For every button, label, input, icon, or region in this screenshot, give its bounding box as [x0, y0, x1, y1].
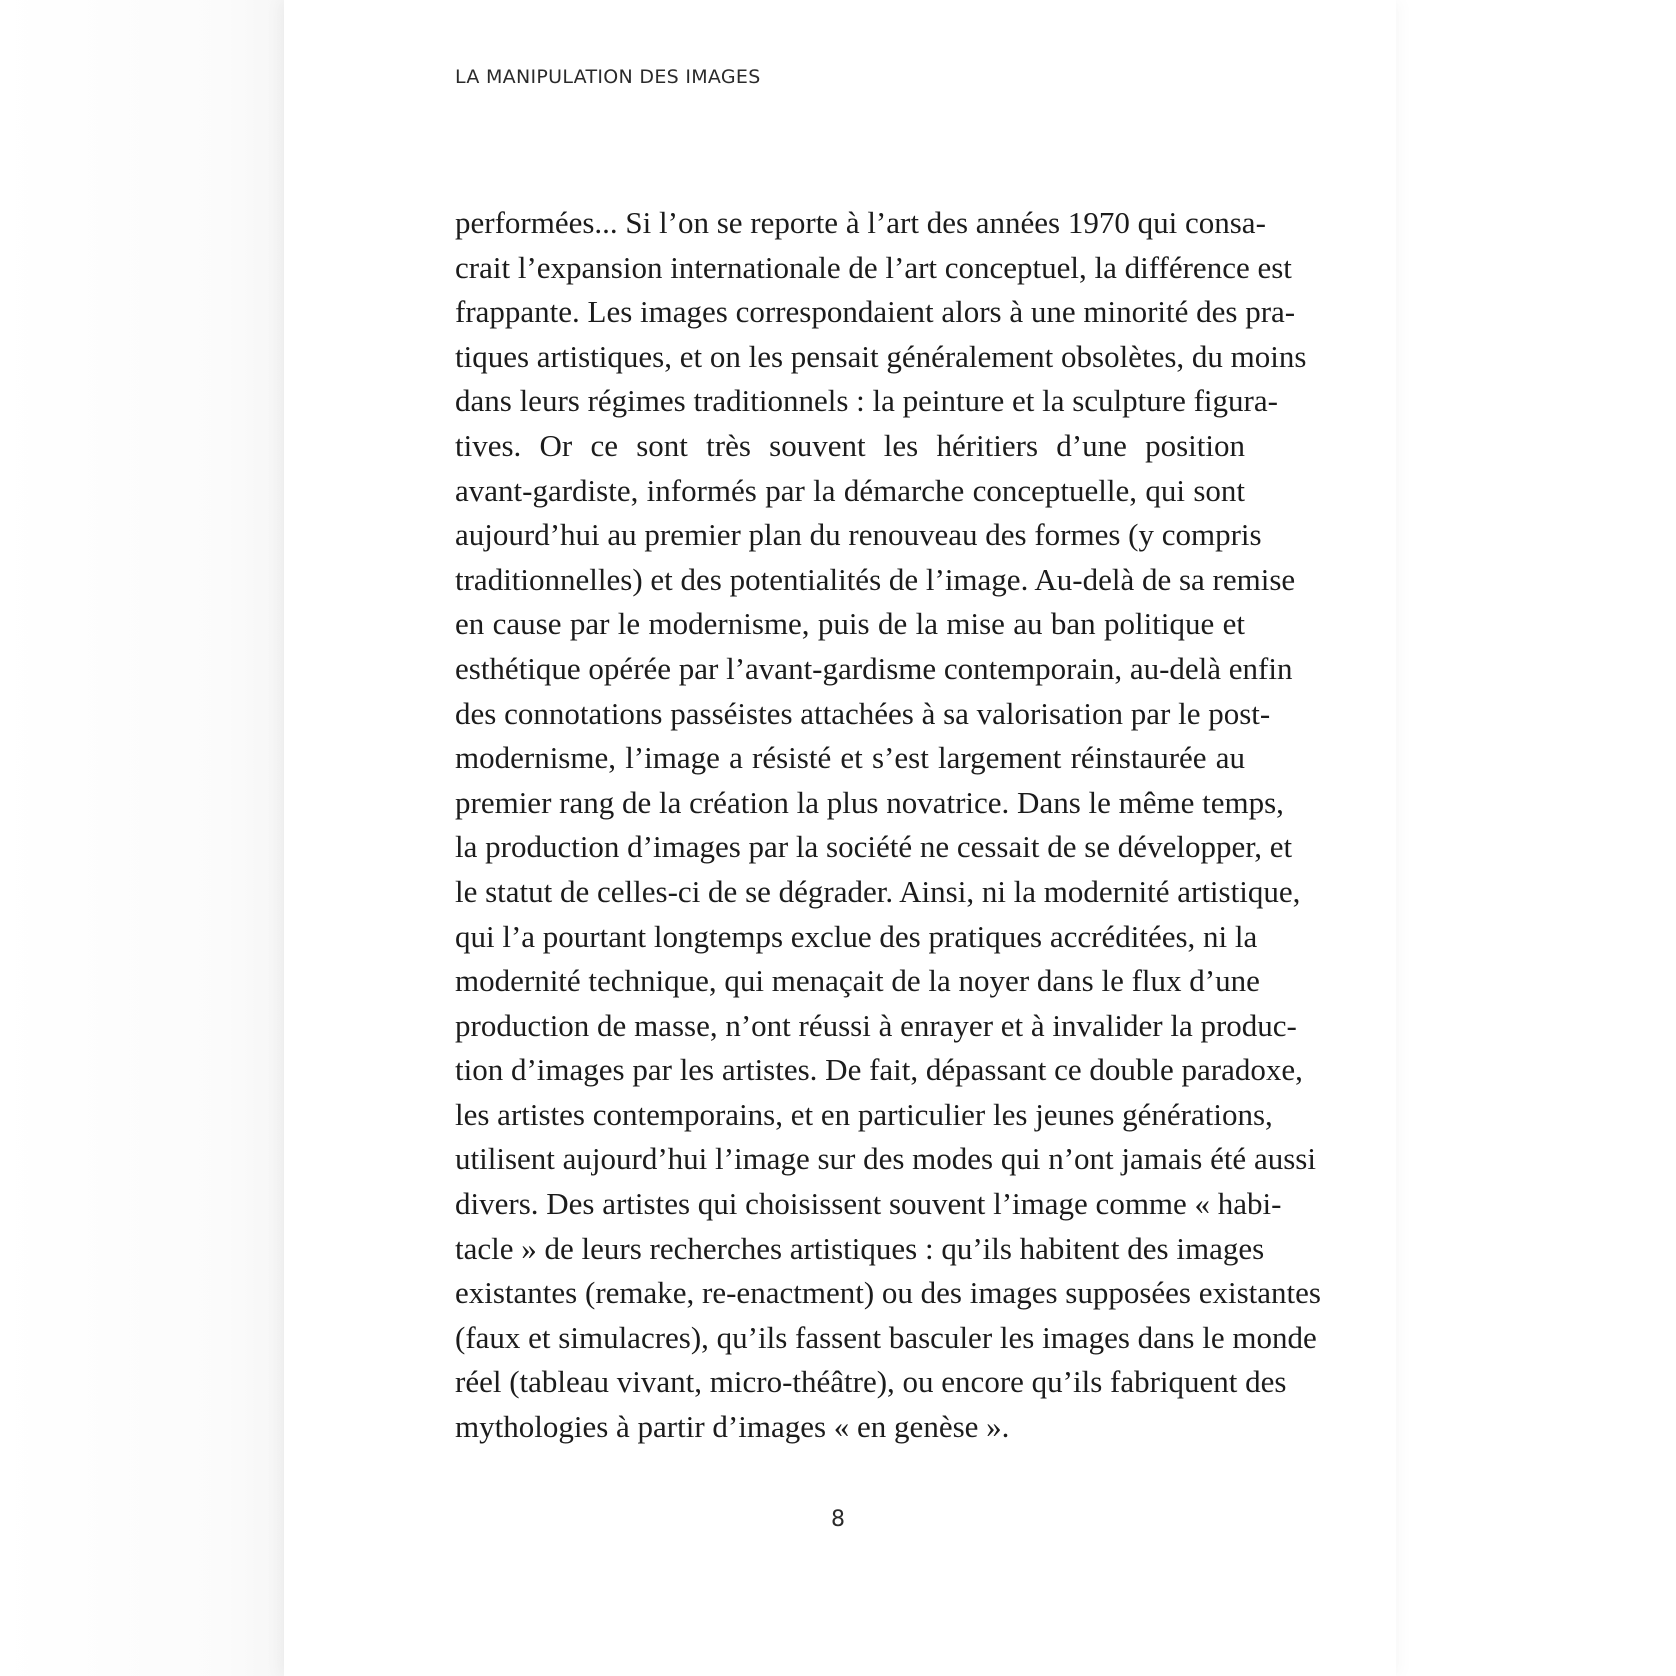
text-line: crait l’expansion internationale de l’art conceptuel, la différence est	[455, 249, 1292, 285]
text-line: la production d’images par la société ne cessait de se développer, et	[455, 829, 1293, 865]
text-line: les artistes contemporains, et en particulier les jeunes générations,	[455, 1096, 1273, 1132]
text-line: (faux et simulacres), qu’ils fassent basculer les images dans le monde	[455, 1319, 1317, 1355]
text-line: modernité technique, qui menaçait de la noyer dans le flux d’une	[455, 963, 1260, 999]
text-line: tiques artistiques, et on les pensait généralement obsolètes, du moins	[455, 338, 1307, 374]
body-paragraph	[455, 201, 1321, 1450]
page-number: 8	[831, 1507, 845, 1532]
scan-left-margin	[0, 0, 284, 1676]
text-line: tives. Or ce sont très souvent les héritiers d’une position	[455, 427, 1245, 463]
text-line: aujourd’hui au premier plan du renouveau des formes (y compris	[455, 517, 1262, 553]
text-line: existantes (remake, re-enactment) ou des images supposées existantes	[455, 1275, 1321, 1311]
text-line: le statut de celles-ci de se dégrader. Ainsi, ni la modernité artistique,	[455, 873, 1301, 909]
text-line: utilisent aujourd’hui l’image sur des modes qui n’ont jamais été aussi	[455, 1141, 1316, 1177]
text-line: esthétique opérée par l’avant-gardisme contemporain, au-delà enfin	[455, 650, 1293, 686]
text-line: modernisme, l’image a résisté et s’est largement réinstaurée au	[455, 740, 1245, 776]
text-line: performées... Si l’on se reporte à l’art des années 1970 qui consa-	[455, 205, 1266, 240]
text-line-last: mythologies à partir d’images « en genèse ».	[455, 1409, 1010, 1445]
text-line: tacle » de leurs recherches artistiques : qu’ils habitent des images	[455, 1230, 1265, 1266]
text-line: tion d’images par les artistes. De fait, dépassant ce double paradoxe,	[455, 1052, 1303, 1088]
text-line: production de masse, n’ont réussi à enrayer et à invalider la produc-	[455, 1007, 1297, 1043]
running-header: LA MANIPULATION DES IMAGES	[455, 66, 761, 88]
text-line: divers. Des artistes qui choisissent souvent l’image comme « habi-	[455, 1186, 1282, 1222]
text-line: en cause par le modernisme, puis de la mise au ban politique et	[455, 606, 1245, 642]
text-line: frappante. Les images correspondaient alors à une minorité des pra-	[455, 294, 1296, 330]
text-line: premier rang de la création la plus novatrice. Dans le même temps,	[455, 784, 1284, 820]
text-line: traditionnelles) et des potentialités de l’image. Au-delà de sa remise	[455, 561, 1296, 597]
text-line: des connotations passéistes attachées à sa valorisation par le post-	[455, 695, 1271, 731]
text-line: avant-gardiste, informés par la démarche conceptuelle, qui sont	[455, 472, 1245, 508]
text-line: qui l’a pourtant longtemps exclue des pratiques accréditées, ni la	[455, 918, 1258, 954]
text-line: dans leurs régimes traditionnels : la peinture et la sculpture figura-	[455, 383, 1278, 419]
text-line: réel (tableau vivant, micro-théâtre), ou encore qu’ils fabriquent des	[455, 1364, 1287, 1400]
